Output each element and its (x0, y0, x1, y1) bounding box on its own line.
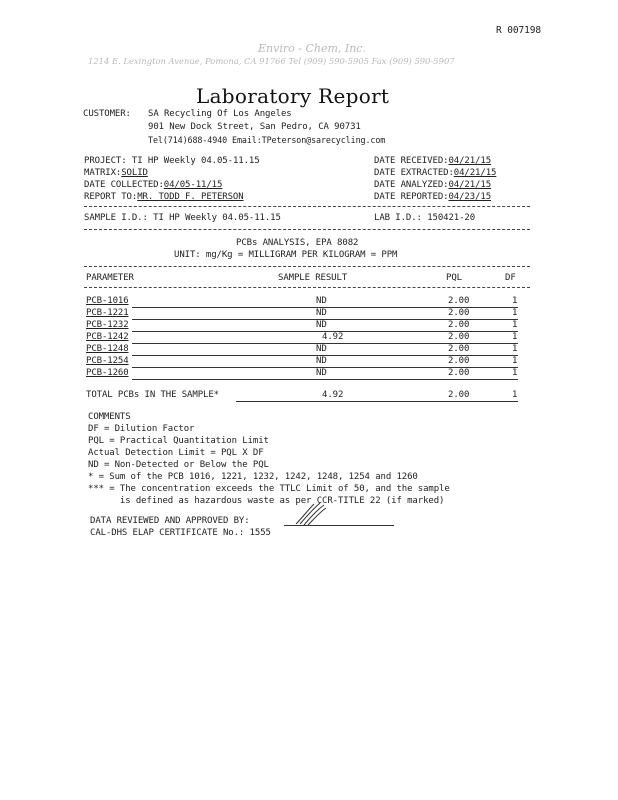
project-label: PROJECT: (84, 156, 127, 166)
date-extracted-value: 04/21/15 (453, 168, 497, 178)
sample-id-row (84, 213, 281, 223)
row-result: ND (316, 308, 327, 318)
row-parameter: PCB-1248 (86, 344, 129, 354)
date-analyzed-row (374, 180, 491, 190)
letterhead-address: 1214 E. Lexington Avenue, Pomona, CA 91766 Tel (909) 590-5905 Fax (909) 590-5907 (88, 56, 455, 66)
row-df: 1 (512, 320, 518, 330)
row-pql: 2.00 (448, 368, 470, 378)
row-parameter: PCB-1221 (86, 308, 129, 318)
report-to-label: REPORT TO: (84, 192, 138, 202)
row-pql: 2.00 (448, 296, 470, 306)
customer-street: 901 New Dock Street, San Pedro, CA 90731 (148, 122, 361, 132)
row-result: ND (316, 296, 327, 306)
row-df: 1 (512, 356, 518, 366)
row-parameter: PCB-1254 (86, 356, 129, 366)
date-received-row (374, 156, 491, 166)
lab-id-row (374, 213, 475, 223)
date-reported-label: DATE REPORTED: (374, 192, 449, 202)
row-pql: 2.00 (448, 332, 470, 342)
letterhead-company: Enviro - Chem, Inc. (258, 42, 366, 55)
row-result: 4.92 (322, 332, 344, 342)
sample-id-label: SAMPLE I.D.: (84, 213, 148, 223)
header-parameter: PARAMETER (86, 273, 134, 283)
certificate: CAL-DHS ELAP CERTIFICATE No.: 1555 (90, 528, 271, 538)
comment-line: * = Sum of the PCB 1016, 1221, 1232, 1242, 1248, 1254 and 1260 (88, 472, 418, 482)
divider (84, 266, 530, 267)
analysis-unit: UNIT: mg/Kg = MILLIGRAM PER KILOGRAM = PPM (174, 250, 398, 260)
header-df: DF (505, 273, 516, 283)
comment-line: PQL = Practical Quantitation Limit (88, 436, 269, 446)
row-pql: 2.00 (448, 344, 470, 354)
row-result: ND (316, 320, 327, 330)
divider (84, 229, 530, 230)
row-result: ND (316, 344, 327, 354)
customer-label: CUSTOMER: (83, 109, 131, 119)
date-extracted-row (374, 168, 496, 178)
comment-line: ND = Non-Detected or Below the PQL (88, 460, 269, 470)
comment-line: DF = Dilution Factor (88, 424, 195, 434)
row-parameter: PCB-1242 (86, 332, 129, 342)
matrix-label: MATRIX: (84, 168, 122, 178)
date-collected-row (84, 180, 222, 190)
lab-id-value: 150421-20 (427, 213, 476, 223)
signature (292, 500, 332, 528)
total-underline (236, 401, 518, 402)
row-parameter: PCB-1016 (86, 296, 129, 306)
analysis-title: PCBs ANALYSIS, EPA 8082 (236, 238, 359, 248)
row-result: ND (316, 368, 327, 378)
row-df: 1 (512, 332, 518, 342)
date-collected-label: DATE COLLECTED: (84, 180, 164, 190)
sample-id-value: TI HP Weekly 04.05-11.15 (153, 213, 281, 223)
row-result: ND (316, 356, 327, 366)
lab-id-label: LAB I.D.: (374, 213, 422, 223)
total-df: 1 (512, 390, 518, 400)
customer-contact: Tel(714)688-4940 Email:TPeterson@sarecycling.com (148, 135, 386, 145)
date-received-value: 04/21/15 (448, 156, 492, 166)
report-to-row (84, 192, 244, 202)
row-df: 1 (512, 308, 518, 318)
date-analyzed-value: 04/21/15 (448, 180, 492, 190)
page-title: Laboratory Report (196, 84, 390, 108)
row-parameter: PCB-1232 (86, 320, 129, 330)
total-result: 4.92 (322, 390, 344, 400)
row-pql: 2.00 (448, 320, 470, 330)
project-value: TI HP Weekly 04.05-11.15 (131, 156, 260, 166)
project-row (84, 156, 260, 166)
comment-line: Actual Detection Limit = PQL X DF (88, 448, 264, 458)
comments-heading: COMMENTS (88, 412, 131, 422)
row-df: 1 (512, 296, 518, 306)
row-pql: 2.00 (448, 356, 470, 366)
date-extracted-label: DATE EXTRACTED: (374, 168, 454, 178)
comment-line: is defined as hazardous waste as per CCR-TITLE 22 (if marked) (88, 496, 445, 506)
row-df: 1 (512, 344, 518, 354)
total-parameter: TOTAL PCBs IN THE SAMPLE* (86, 390, 219, 400)
customer-name: SA Recycling Of Los Angeles (148, 109, 292, 119)
header-result: SAMPLE RESULT (278, 273, 348, 283)
date-collected-value: 04/05-11/15 (163, 180, 223, 190)
document-number: R 007198 (496, 25, 541, 36)
comment-line: *** = The concentration exceeds the TTLC Limit of 50, and the sample (88, 484, 450, 494)
header-pql: PQL (446, 273, 462, 283)
date-reported-row (374, 192, 491, 202)
divider (84, 206, 530, 207)
row-parameter: PCB-1260 (86, 368, 129, 378)
row-df: 1 (512, 368, 518, 378)
matrix-row (84, 168, 148, 178)
matrix-value: SOLID (121, 168, 148, 178)
date-received-label: DATE RECEIVED: (374, 156, 449, 166)
row-pql: 2.00 (448, 308, 470, 318)
report-to-value: MR. TODD F. PETERSON (137, 192, 244, 202)
row-underline (132, 379, 518, 380)
date-analyzed-label: DATE ANALYZED: (374, 180, 449, 190)
review-label: DATA REVIEWED AND APPROVED BY: (90, 516, 250, 526)
total-pql: 2.00 (448, 390, 470, 400)
date-reported-value: 04/23/15 (448, 192, 492, 202)
divider (84, 287, 530, 288)
